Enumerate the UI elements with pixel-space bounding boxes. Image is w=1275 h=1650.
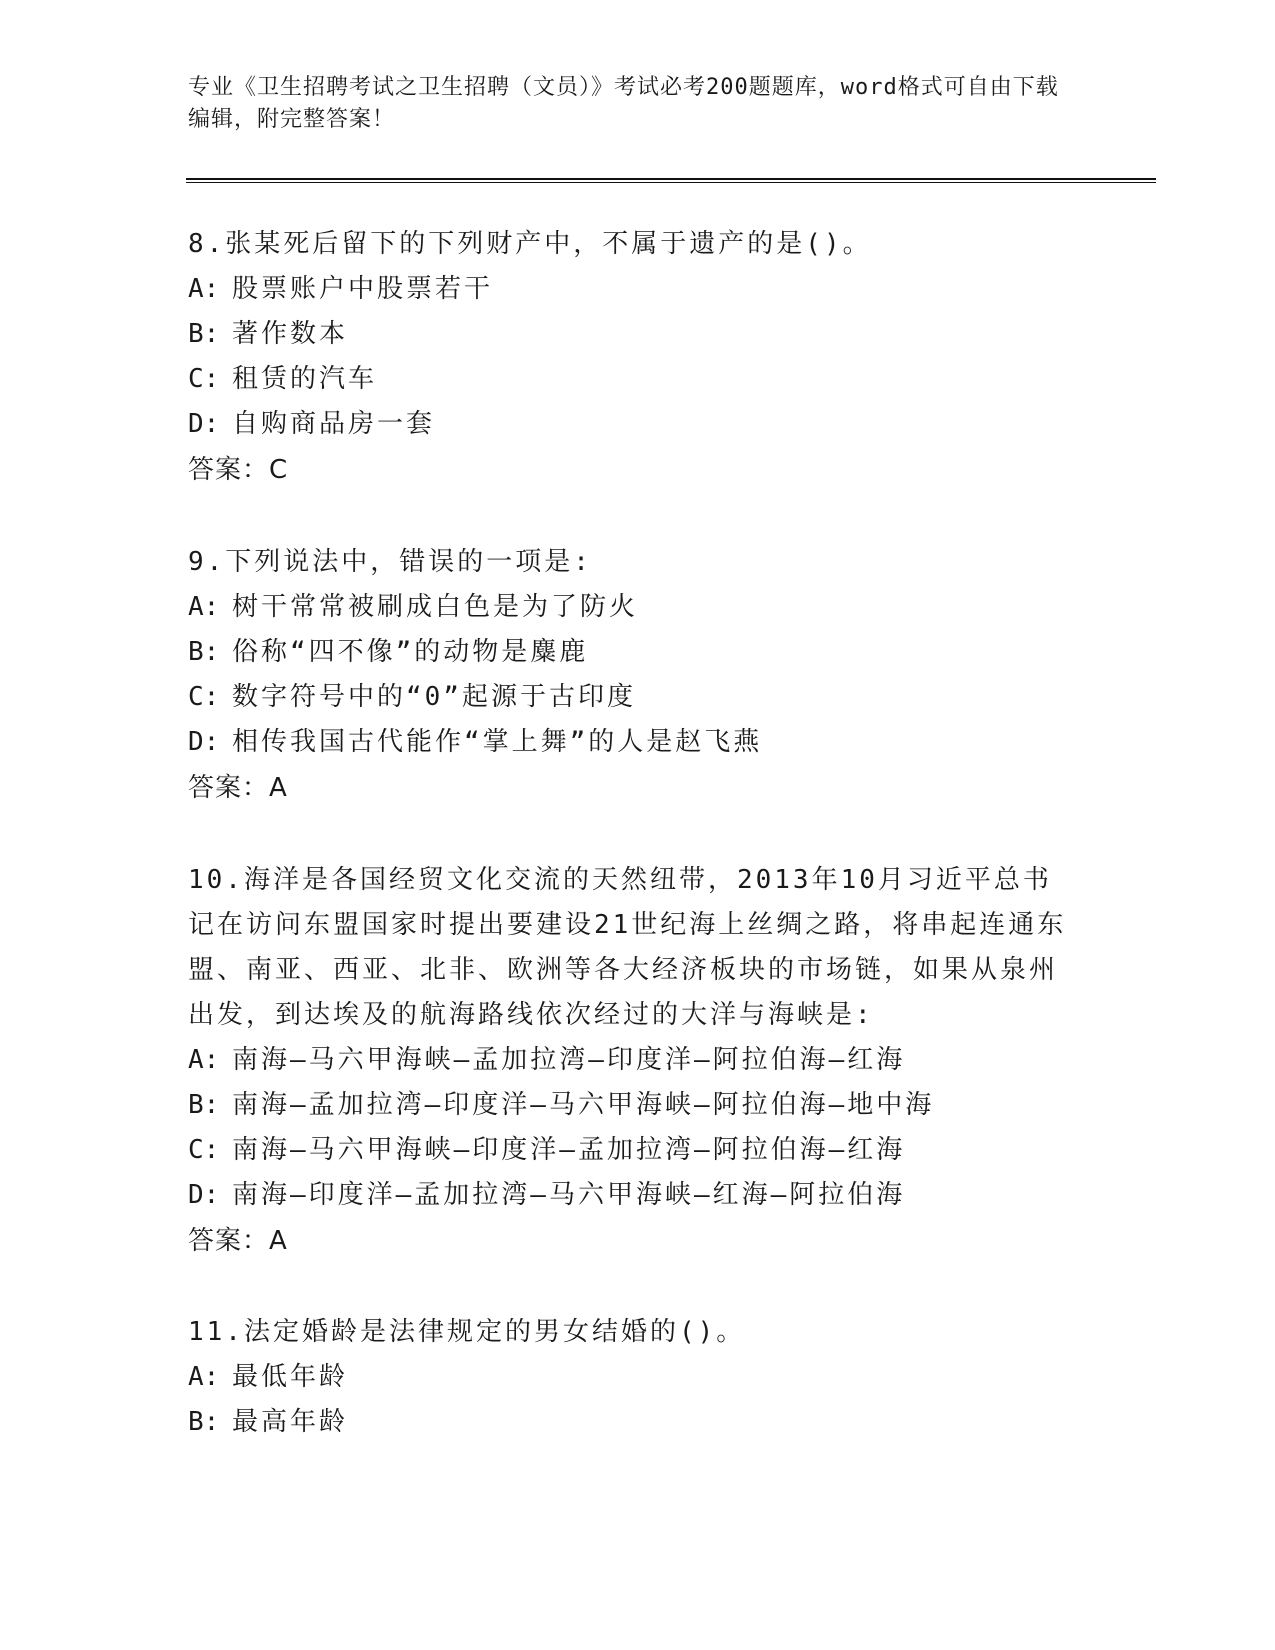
- option-a: [188, 1038, 1078, 1083]
- option-text: 著作数本: [232, 319, 349, 349]
- option-letter: B:: [188, 1407, 220, 1437]
- option-letter: C:: [188, 364, 220, 394]
- option-text: 股票账户中股票若干: [232, 274, 494, 304]
- question-11: [188, 1310, 1078, 1445]
- option-text: 最低年龄: [232, 1362, 349, 1392]
- option-b: [188, 1083, 1078, 1128]
- question-stem: 9.下列说法中，错误的一项是:: [188, 547, 592, 577]
- answer-line: 答案：C: [188, 455, 289, 485]
- option-letter: A:: [188, 274, 220, 304]
- option-letter: D:: [188, 727, 220, 757]
- option-text: 相传我国古代能作“掌上舞”的人是赵飞燕: [232, 727, 763, 757]
- option-c: [188, 675, 1078, 720]
- question-stem: 10.海洋是各国经贸文化交流的天然纽带，2013年10月习近平总书记在访问东盟国家时提出要建设21世纪海上丝绸之路，将串起连通东盟、南亚、西亚、北非、欧洲等各大经济板块的市场链，如果从泉州出发，到达埃及的航海路线依次经过的大洋与海峡是:: [188, 865, 1067, 1030]
- question-10: [188, 858, 1078, 1264]
- header-divider-thin: [186, 182, 1156, 183]
- option-text: 南海—马六甲海峡—印度洋—孟加拉湾—阿拉伯海—红海: [232, 1135, 906, 1165]
- option-letter: C:: [188, 1135, 220, 1165]
- question-9: [188, 540, 1078, 811]
- question-8: [188, 222, 1078, 493]
- header-divider: [186, 178, 1156, 180]
- option-c: [188, 1128, 1078, 1173]
- question-stem: 8.张某死后留下的下列财产中，不属于遗产的是()。: [188, 229, 872, 259]
- option-d: [188, 402, 1078, 447]
- option-letter: D:: [188, 409, 220, 439]
- option-letter: A:: [188, 1362, 220, 1392]
- option-letter: A:: [188, 1045, 220, 1075]
- question-stem: 11.法定婚龄是法律规定的男女结婚的()。: [188, 1317, 746, 1347]
- option-b: [188, 312, 1078, 357]
- option-text: 数字符号中的“0”起源于古印度: [232, 682, 636, 712]
- answer-line: 答案：A: [188, 773, 288, 803]
- option-text: 租赁的汽车: [232, 364, 378, 394]
- answer-line: 答案：A: [188, 1226, 288, 1256]
- option-text: 最高年龄: [232, 1407, 349, 1437]
- option-a: [188, 585, 1078, 630]
- option-letter: A:: [188, 592, 220, 622]
- option-text: 自购商品房一套: [232, 409, 436, 439]
- option-text: 俗称“四不像”的动物是麋鹿: [232, 637, 589, 667]
- option-letter: B:: [188, 637, 220, 667]
- document-header: 专业《卫生招聘考试之卫生招聘（文员）》考试必考200题题库，word格式可自由下载编辑，附完整答案！: [188, 75, 1059, 132]
- option-text: 南海—孟加拉湾—印度洋—马六甲海峡—阿拉伯海—地中海: [232, 1090, 935, 1120]
- option-letter: C:: [188, 682, 220, 712]
- option-b: [188, 630, 1078, 675]
- option-text: 南海—马六甲海峡—孟加拉湾—印度洋—阿拉伯海—红海: [232, 1045, 906, 1075]
- option-a: [188, 267, 1078, 312]
- option-letter: B:: [188, 319, 220, 349]
- option-letter: B:: [188, 1090, 220, 1120]
- option-d: [188, 720, 1078, 765]
- option-a: [188, 1355, 1078, 1400]
- option-c: [188, 357, 1078, 402]
- option-b: [188, 1400, 1078, 1445]
- option-text: 南海—印度洋—孟加拉湾—马六甲海峡—红海—阿拉伯海: [232, 1180, 906, 1210]
- option-text: 树干常常被刷成白色是为了防火: [232, 592, 639, 622]
- option-letter: D:: [188, 1180, 220, 1210]
- option-d: [188, 1173, 1078, 1218]
